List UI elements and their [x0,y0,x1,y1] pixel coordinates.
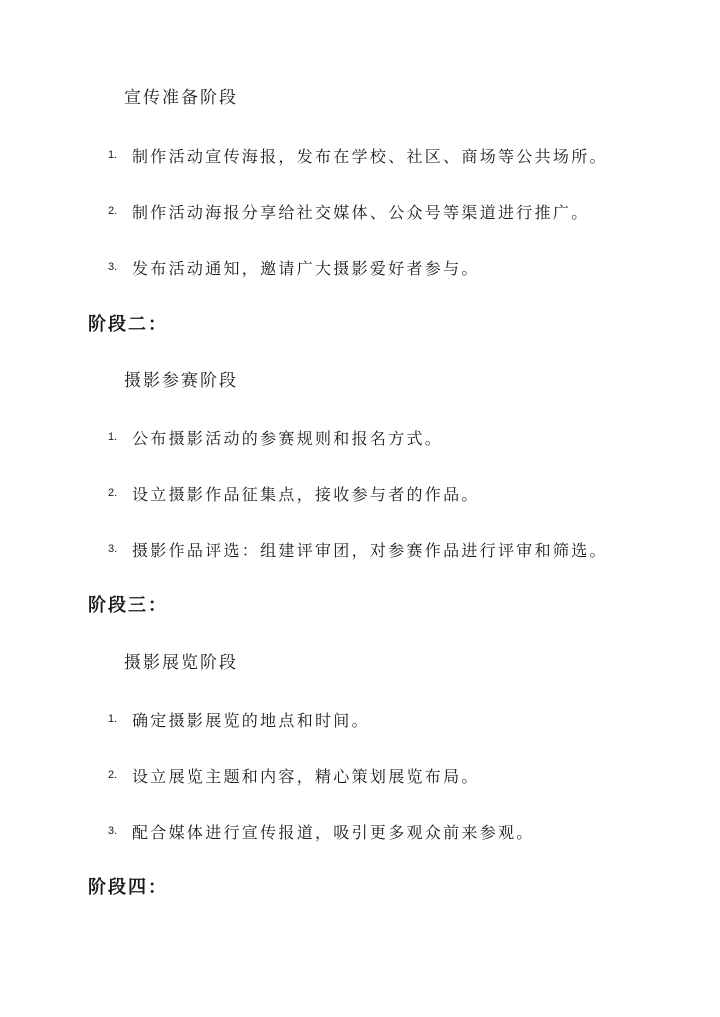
list-item-text: 制作活动海报分享给社交媒体、公众号等渠道进行推广。 [132,202,590,222]
section-3-item-2 [108,763,480,787]
list-item-text: 制作活动宣传海报，发布在学校、社区、商场等公共场所。 [132,146,608,166]
list-number: 2. [108,487,118,499]
list-number: 3. [108,261,118,273]
section-2-item-2 [108,481,480,505]
stage-4-heading: 阶段四： [88,877,168,898]
section-3-item-3 [108,819,535,843]
section-3-subheading: 摄影展览阶段 [124,653,238,673]
list-item-text: 摄影作品评选：组建评审团，对参赛作品进行评审和筛选。 [132,540,608,560]
section-1-subheading: 宣传准备阶段 [124,88,238,108]
section-1-item-3 [108,255,480,279]
stage-3-heading: 阶段三： [88,595,168,616]
list-number: 3. [108,543,118,555]
section-1-item-1 [108,143,608,167]
list-number: 3. [108,825,118,837]
list-item-text: 确定摄影展览的地点和时间。 [132,710,370,730]
section-2-item-1 [108,425,443,449]
list-number: 1. [108,713,118,725]
list-number: 1. [108,431,118,443]
list-number: 1. [108,149,118,161]
list-item-text: 发布活动通知，邀请广大摄影爱好者参与。 [132,258,480,278]
list-item-text: 设立摄影作品征集点，接收参与者的作品。 [132,484,480,504]
list-item-text: 配合媒体进行宣传报道，吸引更多观众前来参观。 [132,822,535,842]
list-number: 2. [108,769,118,781]
stage-2-heading: 阶段二： [88,314,168,335]
section-3-item-1 [108,707,370,731]
list-number: 2. [108,205,118,217]
list-item-text: 设立展览主题和内容，精心策划展览布局。 [132,766,480,786]
section-2-item-3 [108,537,608,561]
section-1-item-2 [108,199,590,223]
section-2-subheading: 摄影参赛阶段 [124,371,238,391]
list-item-text: 公布摄影活动的参赛规则和报名方式。 [132,428,444,448]
